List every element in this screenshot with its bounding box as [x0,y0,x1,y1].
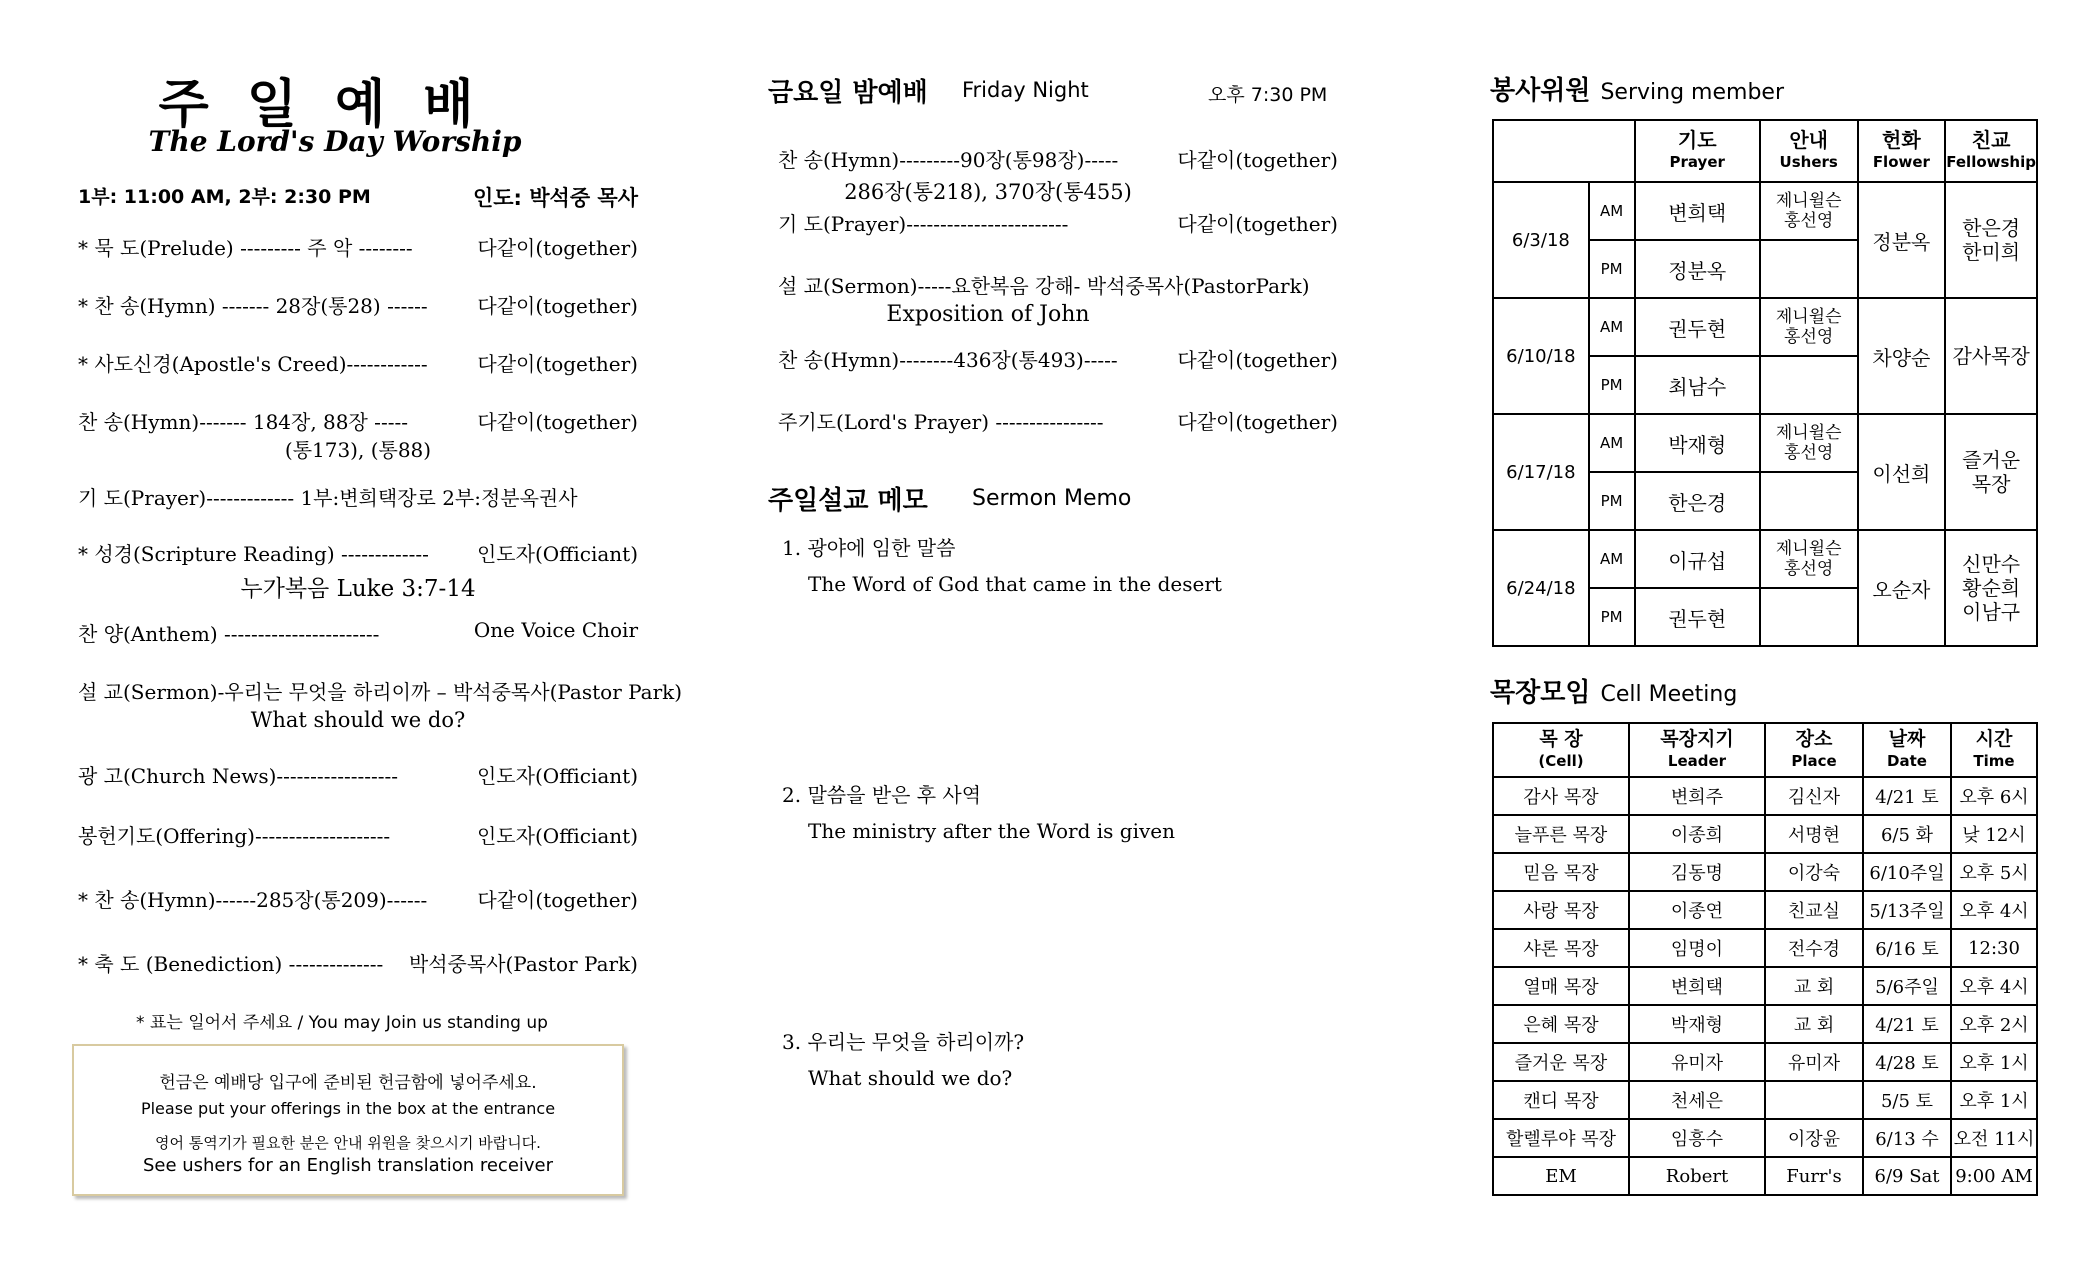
cell-date: 6/9 Sat [1863,1157,1951,1195]
order-item-label: 봉헌기도(Offering)-------------------- [78,824,391,848]
cell-name: 열매 목장 [1493,967,1629,1005]
serving-title-ko: 봉사위원 [1490,76,1591,106]
order-item [78,290,638,319]
cell-meeting-table [1492,722,2038,1196]
cell-time: 오후 2시 [1951,1005,2037,1043]
serving-date: 6/3/18 [1493,182,1589,298]
fellowship-cell: 한은경 한미희 [1945,182,2037,298]
cell-date: 6/10주일 [1863,853,1951,891]
cell-leader: Robert [1629,1157,1765,1195]
translation-line-ko: 영어 통역기가 필요한 분은 안내 위원을 찾으시기 바랍니다. [155,1134,541,1152]
cell-date: 5/5 토 [1863,1081,1951,1119]
order-item-role: 인도자(Officiant) [476,542,638,566]
header-ushers: 안내 Ushers [1760,120,1858,182]
cell-leader: 이종연 [1629,891,1765,929]
friday-title-en: Friday Night [962,78,1089,102]
cell-place: 교 회 [1765,1005,1863,1043]
cell-place: 김신자 [1765,777,1863,815]
cell-leader: 임흥수 [1629,1119,1765,1157]
cell-name: 믿음 목장 [1493,853,1629,891]
order-item-role: 다같이(together) [477,236,638,260]
cell-time: 낮 12시 [1951,815,2037,853]
cell-time: 오전 11시 [1951,1119,2037,1157]
cell-date: 4/21 토 [1863,1005,1951,1043]
serving-row-am [1493,530,2037,588]
friday-item [778,344,1338,373]
memo-item-ko: 3. 우리는 무엇을 하리이까? [782,1030,1025,1054]
prayer-am: 권두현 [1635,298,1760,356]
friday-item-sub: Exposition of John [886,302,1090,327]
order-item [78,948,638,977]
order-item [78,676,683,732]
friday-item-sub: 286장(통218), 370장(통455) [844,180,1132,204]
cell-date: 5/6주일 [1863,967,1951,1005]
serving-date: 6/10/18 [1493,298,1589,414]
flower-cell: 오순자 [1858,530,1946,646]
flower-cell: 차양순 [1858,298,1946,414]
ushers-pm-empty [1760,356,1858,414]
cell-name: 감사 목장 [1493,777,1629,815]
worship-title-ko: 주일예배 [158,75,512,135]
order-item-label: 찬 양(Anthem) ----------------------- [78,622,380,646]
cell-time: 오후 1시 [1951,1081,2037,1119]
header-cell: 목 장 (Cell) [1493,723,1629,777]
serving-row-am [1493,298,2037,356]
times-text: 1부: 11:00 AM, 2부: 2:30 PM [78,186,371,208]
order-item [78,232,638,261]
serving-date: 6/24/18 [1493,530,1589,646]
friday-item-label: 기 도(Prayer)------------------------ [778,212,1069,236]
header-flower: 헌화 Flower [1858,120,1946,182]
cell-name: EM [1493,1157,1629,1195]
friday-item-role: 다같이(together) [1177,348,1338,372]
order-item-role: 인도자(Officiant) [476,764,638,788]
friday-item-label: 찬 송(Hymn)---------90장(통98장)----- [778,148,1119,172]
cell-row [1493,1157,2037,1195]
cell-place: Furr's [1765,1157,1863,1195]
cell-date: 5/13주일 [1863,891,1951,929]
cell-time: 오후 4시 [1951,891,2037,929]
header-place: 장소 Place [1765,723,1863,777]
ushers-cell: 제니윌슨 홍선영 [1760,182,1858,240]
order-item-label: * 사도신경(Apostle's Creed)------------ [78,352,428,376]
worship-title-en: The Lord's Day Worship [148,125,522,158]
cell-leader: 임명이 [1629,929,1765,967]
cell-row [1493,1043,2037,1081]
friday-item [778,270,1338,327]
cell-row [1493,1005,2037,1043]
cell-place: 이강숙 [1765,853,1863,891]
cell-date: 6/13 수 [1863,1119,1951,1157]
cell-leader: 변희택 [1629,967,1765,1005]
order-item [78,820,638,849]
order-item-label: 기 도(Prayer)------------- 1부:변희택장로 2부:정분옥권사 [78,486,578,510]
serving-row-am [1493,182,2037,240]
friday-item-label: 주기도(Lord's Prayer) ---------------- [778,410,1104,434]
cell-place: 전수경 [1765,929,1863,967]
friday-item [778,144,1338,204]
memo-item-ko: 1. 광야에 임한 말씀 [782,536,956,560]
friday-item-label: 설 교(Sermon)-----요한복음 강해- 박석중목사(PastorPark) [778,274,1310,298]
cell-row [1493,967,2037,1005]
flower-cell: 이선희 [1858,414,1946,530]
cell-place: 이장윤 [1765,1119,1863,1157]
prayer-pm: 최남수 [1635,356,1760,414]
friday-item-role: 다같이(together) [1177,148,1338,172]
cell-name: 은혜 목장 [1493,1005,1629,1043]
order-item [78,538,638,602]
prayer-pm: 권두현 [1635,588,1760,646]
memo-item-en: The ministry after the Word is given [808,819,1175,843]
cell-row [1493,815,2037,853]
flower-cell: 정분옥 [1858,182,1946,298]
translation-line-en: See ushers for an English translation receiver [142,1155,554,1176]
order-item [78,348,638,377]
header-leader: 목장지기 Leader [1629,723,1765,777]
order-item-label: * 축 도 (Benediction) -------------- [78,952,384,976]
serving-heading [1490,70,1784,107]
am-label: AM [1589,182,1635,240]
cell-leader: 천세은 [1629,1081,1765,1119]
cell-place: 유미자 [1765,1043,1863,1081]
fellowship-cell: 즐거운 목장 [1945,414,2037,530]
cell-date: 6/16 토 [1863,929,1951,967]
cell-row [1493,1081,2037,1119]
friday-item-role: 다같이(together) [1177,212,1338,236]
fellowship-cell: 감사목장 [1945,298,2037,414]
cell-time: 오후 1시 [1951,1043,2037,1081]
memo-item-en: The Word of God that came in the desert [808,572,1222,596]
memo-item [782,1024,1024,1096]
friday-item [778,208,1338,237]
cell-leader: 김동명 [1629,853,1765,891]
order-item-role: 박석중목사(Pastor Park) [408,952,638,976]
ushers-pm-empty [1760,472,1858,530]
pm-label: PM [1589,356,1635,414]
order-item-sub: 누가복음 Luke 3:7-14 [240,576,476,602]
am-label: AM [1589,530,1635,588]
pm-label: PM [1589,472,1635,530]
prayer-am: 변희택 [1635,182,1760,240]
offering-line-en: Please put your offerings in the box at the entrance [140,1099,556,1118]
order-item-role: 다같이(together) [477,888,638,912]
cell-name: 늘푸른 목장 [1493,815,1629,853]
order-item-label: 광 고(Church News)------------------ [78,764,399,788]
serving-corner-cell [1493,120,1635,182]
memo-title-ko: 주일설교 메모 [768,486,928,516]
cell-place: 친교실 [1765,891,1863,929]
friday-item [778,406,1338,435]
cell-name: 샤론 목장 [1493,929,1629,967]
cell-date: 6/5 화 [1863,815,1951,853]
offering-notice-box [72,1044,624,1196]
cell-time: 9:00 AM [1951,1157,2037,1195]
cell-date: 4/28 토 [1863,1043,1951,1081]
ushers-cell: 제니윌슨 홍선영 [1760,298,1858,356]
ushers-cell: 제니윌슨 홍선영 [1760,530,1858,588]
cell-time: 12:30 [1951,929,2037,967]
prayer-pm: 정분옥 [1635,240,1760,298]
worship-leader: 인도: 박석중 목사 [472,186,638,210]
cell-time: 오후 4시 [1951,967,2037,1005]
serving-date: 6/17/18 [1493,414,1589,530]
header-fellowship: 친교 Fellowship [1945,120,2037,182]
prayer-am: 박재형 [1635,414,1760,472]
cell-date: 4/21 토 [1863,777,1951,815]
order-item-role: 인도자(Officiant) [476,824,638,848]
cell-row [1493,1119,2037,1157]
order-item [78,618,638,647]
friday-time: 오후 7:30 PM [1208,84,1328,106]
order-item-label: * 찬 송(Hymn) ------- 28장(통28) ------ [78,294,428,318]
cell-row [1493,777,2037,815]
memo-title-en: Sermon Memo [972,486,1132,511]
service-times [78,182,638,209]
ushers-pm-empty [1760,240,1858,298]
ushers-pm-empty [1760,588,1858,646]
cell-name: 할렐루야 목장 [1493,1119,1629,1157]
memo-item [782,777,1175,849]
cell-row [1493,853,2037,891]
cell-title-en: Cell Meeting [1600,682,1738,707]
order-item-role: 다같이(together) [477,352,638,376]
order-item [78,760,638,789]
cell-time: 오후 6시 [1951,777,2037,815]
order-item-sub: (통173), (통88) [284,438,432,462]
prayer-pm: 한은경 [1635,472,1760,530]
serving-header-row [1493,120,2037,182]
am-label: AM [1589,414,1635,472]
am-label: AM [1589,298,1635,356]
order-item-label: * 찬 송(Hymn)------285장(통209)------ [78,888,428,912]
prayer-am: 이규섭 [1635,530,1760,588]
friday-item-label: 찬 송(Hymn)--------436장(통493)----- [778,348,1118,372]
header-prayer: 기도 Prayer [1635,120,1760,182]
cell-leader: 변희주 [1629,777,1765,815]
cell-name: 사랑 목장 [1493,891,1629,929]
pm-label: PM [1589,588,1635,646]
cell-time: 오후 5시 [1951,853,2037,891]
serving-title-en: Serving member [1600,80,1784,105]
order-item-label: 찬 송(Hymn)------- 184장, 88장 ----- [78,410,408,434]
cell-place: 교 회 [1765,967,1863,1005]
header-time: 시간 Time [1951,723,2037,777]
friday-item-role: 다같이(together) [1177,410,1338,434]
cell-name: 캔디 목장 [1493,1081,1629,1119]
order-item-role: One Voice Choir [473,618,638,642]
stand-note: * 표는 일어서 주세요 / You may Join us standing up [136,1013,548,1033]
cell-place: 서명현 [1765,815,1863,853]
cell-leader: 박재형 [1629,1005,1765,1043]
order-item-label: * 성경(Scripture Reading) ------------- [78,542,429,566]
cell-leader: 이종희 [1629,815,1765,853]
cell-place [1765,1081,1863,1119]
cell-name: 즐거운 목장 [1493,1043,1629,1081]
cell-header-row [1493,723,2037,777]
ushers-cell: 제니윌슨 홍선영 [1760,414,1858,472]
memo-item-ko: 2. 말씀을 받은 후 사역 [782,783,982,807]
order-item-label: * 묵 도(Prelude) --------- 주 악 -------- [78,236,413,260]
cell-row [1493,929,2037,967]
fellowship-cell: 신만수 황순희 이남구 [1945,530,2037,646]
serving-row-am [1493,414,2037,472]
header-date: 날짜 Date [1863,723,1951,777]
memo-item-en: What should we do? [808,1066,1013,1090]
friday-title-ko: 금요일 밤예배 [768,78,928,108]
order-item-role: 다같이(together) [477,294,638,318]
offering-line-ko: 헌금은 예배당 입구에 준비된 헌금함에 넣어주세요. [159,1073,537,1093]
cell-row [1493,891,2037,929]
order-item-label: 설 교(Sermon)-우리는 무엇을 하리이까 – 박석중목사(Pastor Park) [78,680,683,704]
cell-leader: 유미자 [1629,1043,1765,1081]
cell-heading [1490,672,1737,709]
order-item [78,482,638,511]
cell-title-ko: 목장모임 [1490,678,1591,708]
order-item [78,884,638,913]
pm-label: PM [1589,240,1635,298]
memo-item [782,530,1222,602]
order-item [78,406,638,462]
serving-table [1492,119,2038,647]
order-item-role: 다같이(together) [477,410,638,434]
order-item-sub: What should we do? [250,708,466,732]
